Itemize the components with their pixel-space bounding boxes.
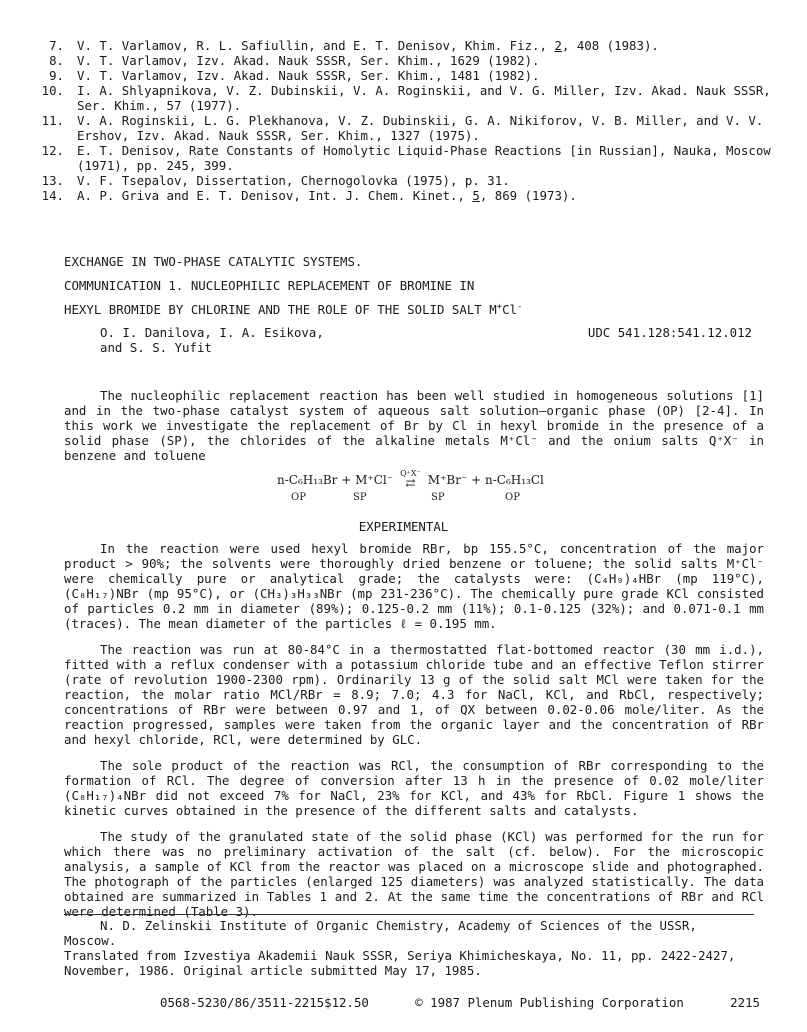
arrow-glyph: ⇄: [405, 476, 416, 490]
reference-number: 8.: [49, 53, 64, 68]
body-paragraph: The reaction was run at 80-84°C in a thermostatted flat-bottomed reactor (30 mm i.d.), fitted with a reflux condenser with a potassium chloride tube and an effective Teflon stirrer (rate of revolution 1900-2300 rpm). Ordinarily 13 g of the solid salt MCl were taken for the reaction, the molar ratio MCl/RBr = 8.9; 7.0; 4.3 for NaCl, KCl, and RbCl, respectively; concentrations of RBr were between 0.97 and 1, of QX between 0.02-0.06 mole/liter. As the reaction progressed, samples were taken from the organic layer and the concentration of RBr and hexyl chloride, RCl, were determined by GLC.: [64, 642, 764, 747]
equilibrium-arrow: [400, 470, 421, 488]
page-number: 2215: [730, 995, 760, 1010]
reference-item: [34, 143, 774, 173]
intro-paragraph: The nucleophilic replacement reaction has been well studied in homogeneous solutions [1] and in the two-phase catalyst system of aqueous salt solution—organic phase (OP) [2-4]. In this work we investigate the replacement of Br by Cl in hexyl bromide in the presence of a solid phase (SP), the chlorides of the alkaline metals M⁺Cl⁻ and the onium salts Q⁺X⁻ in benzene and toluene: [64, 388, 764, 463]
body-paragraph: The study of the granulated state of the solid phase (KCl) was performed for the run for which there was no preliminary activation of the salt (cf. below). For the microscopic analysis, a sample of KCl from the reactor was placed on a microscope slide and photographed. The photograph of the particles (enlarged 125 diameters) was analyzed statistically. The data obtained are summarized in Tables 1 and 2. At the same time the concentrations of RBr and RCl were determined (Table 3).: [64, 829, 764, 919]
reference-number: 9.: [49, 68, 64, 83]
phase-label: SP: [353, 492, 367, 503]
section-heading: EXPERIMENTAL: [358, 519, 449, 534]
intro-section: [64, 388, 764, 471]
reference-text: V. F. Tsepalov, Dissertation, Chernogolovka (1975), p. 31.: [77, 173, 510, 188]
footnote-divider: [64, 914, 754, 915]
author-line: O. I. Danilova, I. A. Esikova,: [100, 325, 324, 340]
udc-code: UDC 541.128:541.12.012: [587, 325, 752, 340]
equation-reactants: n-C₆H₁₃Br + M⁺Cl⁻: [277, 473, 394, 487]
article-code: 0568-5230/86/3511-2215$12.50: [160, 995, 369, 1010]
reference-item: [34, 83, 774, 113]
reference-text: V. T. Varlamov, R. L. Safiullin, and E. T. Denisov, Khim. Fiz., 2, 408 (1983).: [77, 38, 659, 53]
reference-number: 7.: [49, 38, 64, 53]
reference-list: [34, 38, 774, 203]
reference-text: I. A. Shlyapnikova, V. Z. Dubinskii, V. A. Roginskii, and V. G. Miller, Izv. Akad. Nauk SSSR, Ser. Khim., 57 (1977).: [77, 83, 771, 113]
footnote-line: November, 1986. Original article submitted May 17, 1985.: [64, 963, 482, 978]
body-paragraph: In the reaction were used hexyl bromide RBr, bp 155.5°C, concentration of the major product > 90%; the solvents were thoroughly dried benzene or toluene; the solid salts M⁺Cl⁻ were chemically pure or analytical grade; the catalysts were: (C₄H₉)₄HBr (mp 119°C), (C₈H₁₇)NBr (mp 95°C), or (CH₃)₃H₃₃NBr (mp 231-236°C). The chemically pure grade KCl consisted of particles 0.2 mm in diameter (89%); 0.125-0.2 mm (11%); 0.1-0.125 (32%); and 0.071-0.1 mm (traces). The mean diameter of the particles ℓ = 0.195 mm.: [64, 541, 764, 631]
article-title: [64, 250, 522, 322]
author-line: and S. S. Yufit: [100, 340, 212, 355]
phase-labels: [277, 488, 544, 502]
phase-label: OP: [291, 492, 306, 503]
author-block: [100, 325, 324, 355]
reference-item: [34, 173, 774, 188]
reference-text: E. T. Denisov, Rate Constants of Homolytic Liquid-Phase Reactions [in Russian], Nauka, Moscow (1971), pp. 245, 399.: [77, 143, 771, 173]
title-line: COMMUNICATION 1. NUCLEOPHILIC REPLACEMENT OF BROMINE IN: [64, 278, 475, 293]
reference-item: [34, 38, 774, 53]
title-line: EXCHANGE IN TWO-PHASE CATALYTIC SYSTEMS.: [64, 254, 363, 269]
reference-number: 10.: [41, 83, 64, 98]
reference-item: [34, 53, 774, 68]
reference-text: V. T. Varlamov, Izv. Akad. Nauk SSSR, Ser. Khim., 1481 (1982).: [77, 68, 540, 83]
reference-item: [34, 113, 774, 143]
reference-number: 12.: [41, 143, 64, 158]
footnote-line: Translated from Izvestiya Akademii Nauk SSSR, Seriya Khimicheskaya, No. 11, pp. 2422-2427,: [64, 948, 736, 963]
catalyst-label: Q⁺X⁻: [400, 469, 421, 478]
title-line: HEXYL BROMIDE BY CHLORINE AND THE ROLE OF THE SOLID SALT M+Cl-: [64, 301, 523, 317]
reference-text: A. P. Griva and E. T. Denisov, Int. J. Chem. Kinet., 5, 869 (1973).: [77, 188, 577, 203]
reference-text: V. T. Varlamov, Izv. Akad. Nauk SSSR, Ser. Khim., 1629 (1982).: [77, 53, 540, 68]
reaction-equation: [277, 470, 544, 502]
reference-text: V. A. Roginskii, L. G. Plekhanova, V. Z. Dubinskii, G. A. Nikiforov, V. B. Miller, and V. V. Ershov, Izv. Akad. Nauk SSSR, Ser. Khim., 1327 (1975).: [77, 113, 764, 143]
reference-item: [34, 188, 774, 203]
reference-number: 14.: [41, 188, 64, 203]
footnote: [64, 918, 754, 978]
phase-label: OP: [505, 492, 520, 503]
reference-item: [34, 68, 774, 83]
phase-label: SP: [431, 492, 445, 503]
page-footer: [160, 995, 760, 1010]
reference-number: 11.: [41, 113, 64, 128]
reference-number: 13.: [41, 173, 64, 188]
copyright-notice: © 1987 Plenum Publishing Corporation: [415, 995, 684, 1010]
footnote-line: N. D. Zelinskii Institute of Organic Chemistry, Academy of Sciences of the USSR, Moscow.: [64, 918, 697, 948]
experimental-section: [64, 541, 764, 930]
body-paragraph: The sole product of the reaction was RCl, the consumption of RBr corresponding to the formation of RCl. The degree of conversion after 13 h in the presence of 0.02 mole/liter (C₈H₁₇)₄NBr did not exceed 7% for NaCl, 23% for KCl, and 43% for RbCl. Figure 1 shows the kinetic curves obtained in the presence of the different salts and catalysts.: [64, 758, 764, 818]
equation-products: M⁺Br⁻ + n-C₆H₁₃Cl: [427, 473, 544, 487]
